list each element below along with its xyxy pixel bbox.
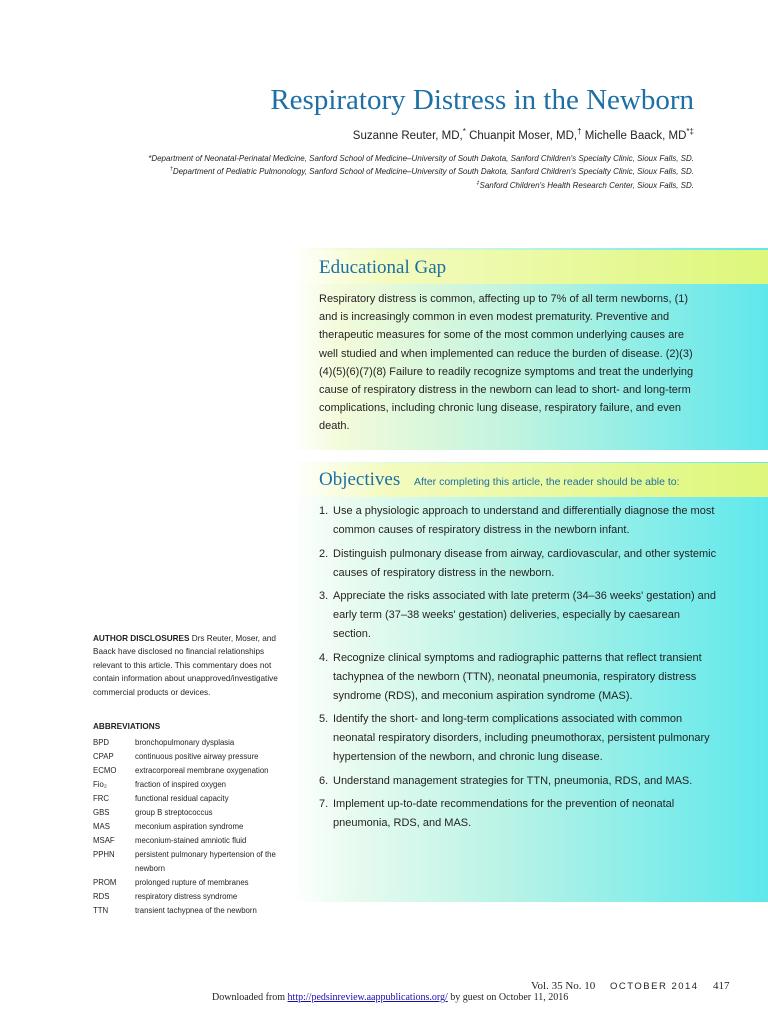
objective-text: Understand management strategies for TTN, pneumonia, RDS, and MAS. [333, 774, 693, 787]
objective-text: Use a physiologic approach to understand and differentially diagnose the most common causes of respiratory distress in the newborn infant. [333, 505, 715, 536]
abbreviation-definition: transient tachypnea of the newborn [135, 906, 257, 915]
objectives-heading: Objectives [319, 469, 401, 490]
objective-text: Distinguish pulmonary disease from airway, cardiovascular, and other systemic causes of respiratory distress in the newborn. [333, 547, 717, 579]
abbreviation-term: GBS [93, 808, 110, 817]
objective-text: Implement up-to-date recommendations for the prevention of neonatal pneumonia, RDS, and MAS. [333, 798, 675, 829]
footer-date: OCTOBER 2014 [610, 981, 699, 992]
affiliation-3 [476, 181, 694, 190]
affiliation-1: *Department of Neonatal-Perinatal Medicine, Sanford School of Medicine–University of South Dakota, Sanford Children's Specialty Clinic, Sioux Falls, SD. [148, 154, 694, 163]
abbreviations-table [93, 736, 293, 918]
download-prefix: Downloaded from [212, 992, 288, 1003]
objective-item [319, 649, 719, 706]
abbreviation-row [93, 792, 293, 806]
abbreviation-term: PPHN [93, 850, 115, 859]
objective-number: 6. [319, 774, 329, 787]
abbreviation-term: FRC [93, 794, 110, 803]
abbreviation-row [93, 750, 293, 764]
abbreviation-row [93, 806, 293, 820]
educational-gap-text: Respiratory distress is common, affecting up to 7% of all term newborns, (1) and is increasingly common in even modest prematurity. Preventive and therapeutic measures for some of the most common underlying causes are well studied and when implemented can reduce the burden of disease. (2)(3)(4)(5)(6)(7)(8) Failure to readily recognize symptoms and treat the underlying cause of respiratory distress in the newborn can lead to short- and long-term complications, including chronic lung disease, respiratory failure, and even death. [319, 293, 694, 433]
abbreviation-definition: prolonged rupture of membranes [135, 878, 249, 887]
download-suffix: by guest on October 11, 2016 [447, 992, 569, 1003]
affiliation-2-text: Department of Pediatric Pulmonology, Sanford School of Medicine–University of South Dakota, Sanford Children's Specialty Clinic, Sioux Falls, SD. [172, 167, 694, 176]
abbreviation-definition: bronchopulmonary dysplasia [135, 738, 235, 747]
abbreviation-definition: meconium aspiration syndrome [135, 822, 244, 831]
objective-text: Appreciate the risks associated with late preterm (34–36 weeks' gestation) and early term (37–38 weeks' gestation) deliveries, especially by caesarean section. [333, 590, 717, 640]
download-notice [212, 992, 568, 1003]
author-moser: Chuanpit Moser, MD, [465, 130, 578, 142]
abbreviation-definition: fraction of inspired oxygen [135, 780, 227, 789]
objectives-list [319, 502, 719, 838]
abbreviation-term: ECMO [93, 766, 117, 775]
objectives-intro: After completing this article, the reader should be able to: [414, 476, 680, 488]
abbreviation-term: RDS [93, 892, 110, 901]
objective-number: 4. [319, 651, 329, 664]
abbreviation-row [93, 764, 293, 778]
abbreviation-definition: persistent pulmonary hypertension of the newborn [135, 850, 276, 873]
affiliation-3-text: Sanford Children's Health Research Center, Sioux Falls, SD. [479, 181, 694, 190]
objective-item [319, 710, 719, 767]
abbreviation-definition: continuous positive airway pressure [135, 752, 259, 761]
abbreviation-row [93, 820, 293, 834]
abbreviation-definition: group B streptococcus [135, 808, 213, 817]
objective-text: Identify the short- and long-term complications associated with common neonatal respiratory disorders, including pneumothorax, persistent pulmonary hypertension of the newborn, and chronic lung disease. [333, 713, 710, 763]
abbreviation-term: Fio₂ [93, 780, 107, 789]
abbreviation-term: MSAF [93, 836, 115, 845]
abbreviation-row [93, 834, 293, 848]
abbreviation-term: CPAP [93, 752, 114, 761]
abbreviation-definition: functional residual capacity [135, 794, 229, 803]
abbreviation-row [93, 778, 293, 792]
objective-item [319, 545, 719, 583]
abbreviation-row [93, 848, 293, 876]
author-line [352, 127, 694, 142]
objective-number: 7. [319, 798, 329, 810]
objective-item [319, 795, 719, 833]
educational-gap-heading: Educational Gap [319, 257, 447, 278]
abbreviation-definition: extracorporeal membrane oxygenation [135, 766, 269, 775]
disclosures-label: AUTHOR DISCLOSURES [93, 634, 190, 643]
abbreviation-term: TTN [93, 906, 109, 915]
abbreviation-definition: respiratory distress syndrome [135, 892, 238, 901]
objective-number: 1. [319, 505, 329, 517]
author-mark: * [462, 127, 466, 137]
author-mark: † [577, 127, 582, 137]
abbreviations-heading: ABBREVIATIONS [93, 722, 161, 731]
abbreviation-row [93, 904, 293, 918]
abbreviation-term: BPD [93, 738, 110, 747]
author-mark: *‡ [686, 127, 694, 137]
article-title: Respiratory Distress in the Newborn [270, 84, 694, 116]
abbreviation-row [93, 890, 293, 904]
abbreviation-term: PROM [93, 878, 117, 887]
abbreviation-definition: meconium-stained amniotic fluid [135, 836, 247, 845]
objective-number: 3. [319, 590, 329, 602]
affiliation-mark: ‡ [476, 180, 480, 187]
author-disclosures [93, 632, 283, 699]
objective-item [319, 502, 719, 540]
author-reuter: Suzanne Reuter, MD, [352, 130, 463, 142]
objective-number: 2. [319, 547, 329, 560]
disclosures-text: Drs Reuter, Moser, and Baack have disclosed no financial relationships relevant to this article. This commentary does not contain information about unapproved/investigative commercial products or devices. [93, 634, 278, 697]
author-baack: Michelle Baack, MD [581, 130, 687, 142]
objective-item [319, 772, 719, 791]
objective-number: 5. [319, 713, 329, 725]
download-link[interactable]: http://pedsinreview.aappublications.org/ [287, 992, 448, 1003]
objective-text: Recognize clinical symptoms and radiographic patterns that reflect transient tachypnea of the newborn (TTN), neonatal pneumonia, respiratory distress syndrome (RDS), and meconium aspiration syndrome (MAS). [333, 651, 702, 702]
objective-item [319, 587, 719, 644]
footer-volume: Vol. 35 No. 10 [531, 980, 596, 992]
affiliation-2 [170, 167, 694, 176]
abbreviation-row [93, 736, 293, 750]
page-number: 417 [713, 980, 730, 992]
affiliation-mark: † [169, 166, 173, 173]
abbreviation-term: MAS [93, 822, 110, 831]
abbreviation-row [93, 876, 293, 890]
